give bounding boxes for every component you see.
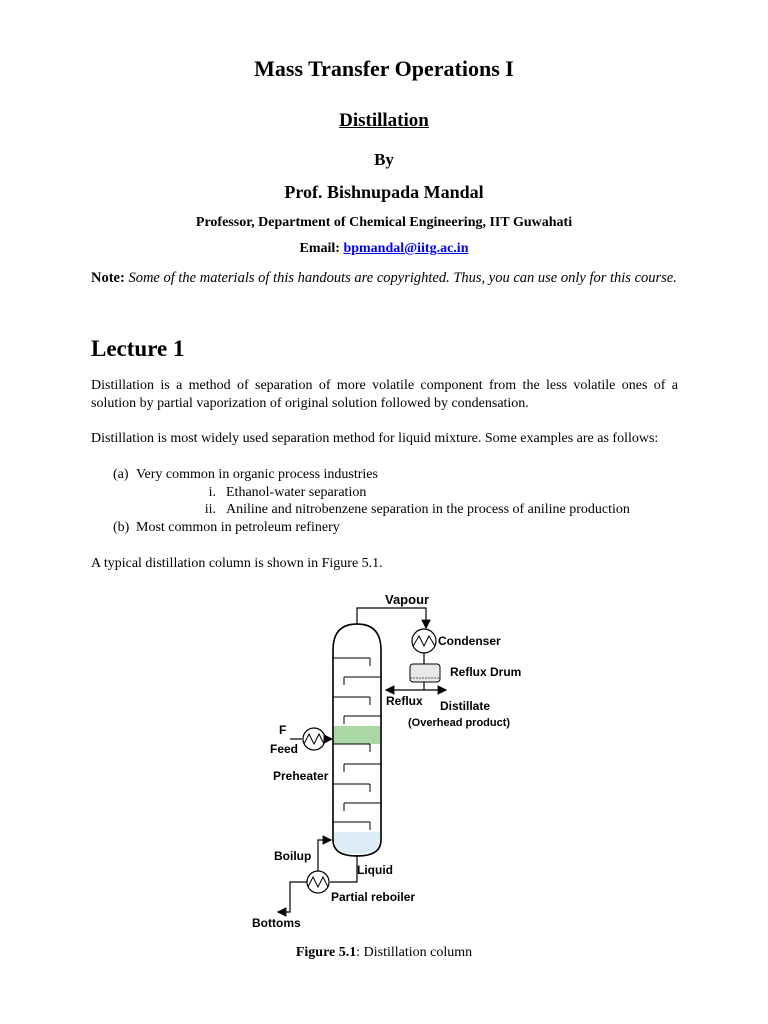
document-subtitle: Distillation (339, 110, 429, 131)
list-item-b: Most common in petroleum refinery (136, 520, 340, 535)
document-title: Mass Transfer Operations I (254, 56, 514, 81)
label-f: F (279, 723, 287, 737)
label-condenser: Condenser (438, 634, 501, 648)
paragraph-uses: Distillation is most widely used separation method for liquid mixture. Some examples are as follows: (91, 431, 659, 446)
list-item-a: Very common in organic process industries (136, 467, 378, 482)
reflux-drum-icon (410, 664, 440, 682)
note-label: Note: (91, 270, 125, 286)
bottoms-line (278, 882, 307, 912)
boilup-line (318, 840, 331, 871)
label-bottoms: Bottoms (252, 916, 301, 930)
feed-tray-band (334, 726, 380, 744)
label-vapour: Vapour (385, 592, 430, 607)
label-feed: Feed (270, 742, 299, 756)
label-distillate: Distillate (440, 699, 491, 713)
label-reflux-drum: Reflux Drum (450, 665, 522, 679)
list-item-i: Ethanol-water separation (226, 485, 367, 500)
label-boilup: Boilup (274, 849, 312, 863)
author-name: Prof. Bishnupada Mandal (284, 182, 484, 202)
author-affiliation: Professor, Department of Chemical Engineering, IIT Guwahati (195, 215, 573, 230)
label-partial-reboiler: Partial reboiler (331, 890, 416, 904)
bottom-liquid (334, 832, 380, 854)
label-liquid: Liquid (357, 863, 393, 877)
list-item-ii: Aniline and nitrobenzene separation in the process of aniline production (226, 502, 630, 517)
by-line: By (374, 150, 394, 169)
label-overhead: (Overhead product) (408, 717, 511, 729)
email-label: Email: (299, 241, 340, 256)
list-marker-b: (b) (113, 520, 130, 535)
label-preheater: Preheater (273, 769, 329, 783)
email-link[interactable]: bpmandal@iitg.ac.in (343, 241, 469, 256)
list-marker-a: (a) (113, 467, 129, 482)
figure-caption-label: Figure 5.1 (295, 945, 357, 960)
note-text: Some of the materials of this handouts are copyrighted. Thus, you can use only for this course. (128, 270, 677, 286)
lecture-heading: Lecture 1 (91, 336, 185, 361)
figure-caption-text: : Distillation column (356, 945, 473, 960)
label-reflux: Reflux (386, 694, 423, 708)
list-marker-ii: ii. (204, 502, 216, 517)
figure-caption (0, 945, 768, 961)
paragraph-figure-intro: A typical distillation column is shown in Figure 5.1. (91, 556, 383, 571)
liquid-line (330, 856, 357, 882)
list-marker-i: i. (208, 485, 216, 500)
paragraph-definition: Distillation is a method of separation of more volatile component from the less volatile ones of a solution by partial vaporization of original solution followed by condensation. (91, 378, 678, 411)
